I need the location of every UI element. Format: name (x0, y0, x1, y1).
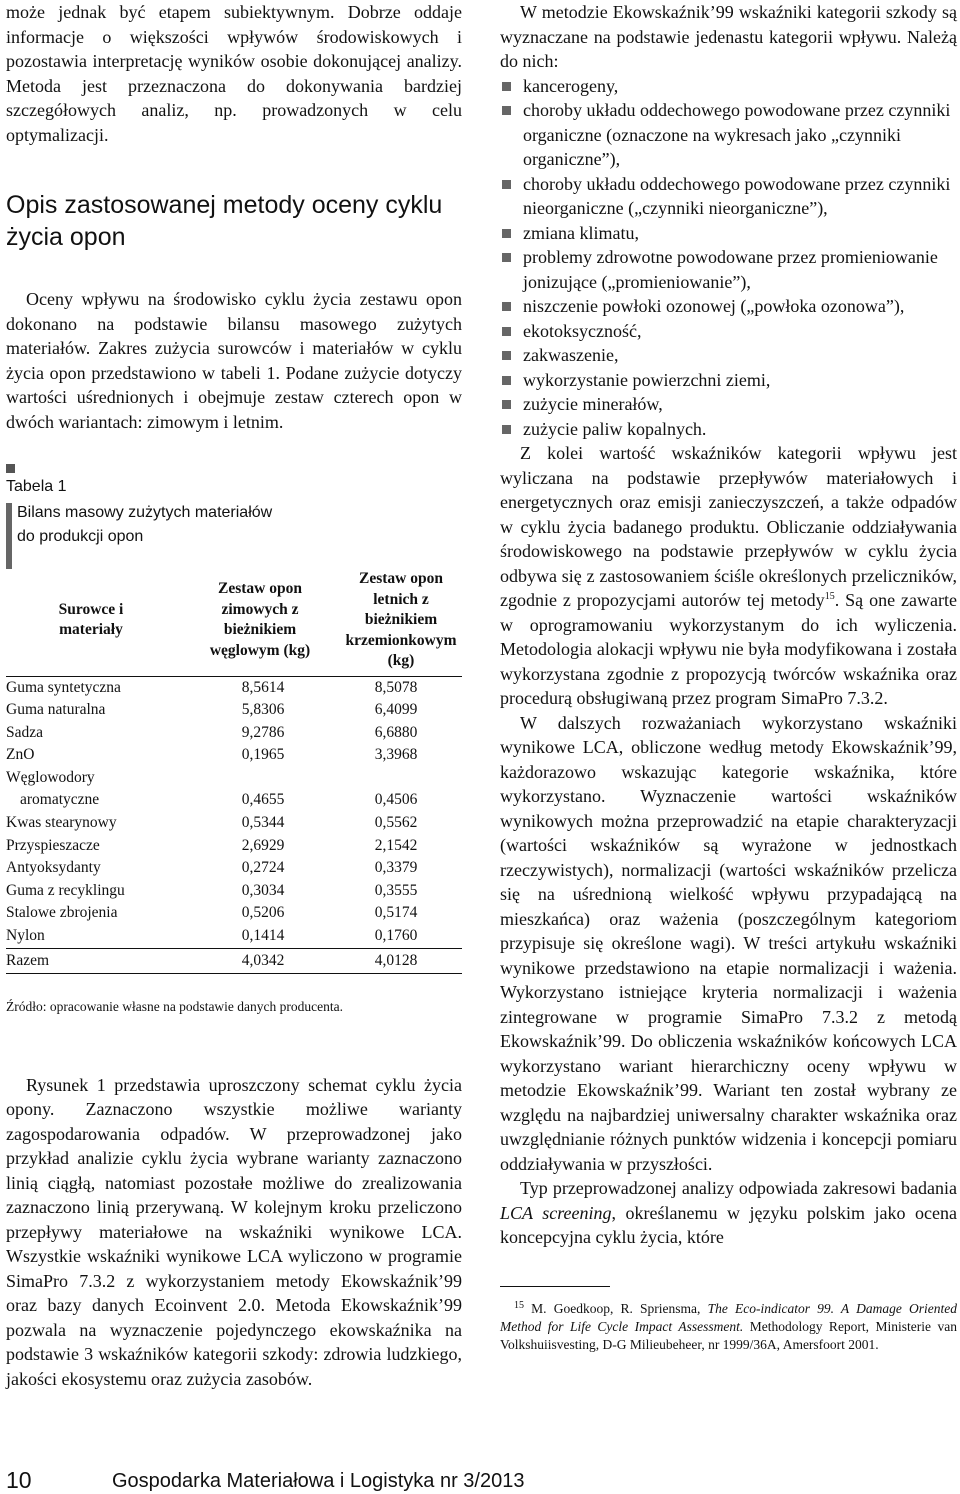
table-row (6, 677, 462, 700)
header-summer (320, 569, 462, 676)
cell-total-winter: 4,0342 (176, 948, 320, 973)
cell-winter: 9,2786 (241, 723, 285, 741)
cell-material: Węglowodory (6, 768, 95, 786)
table-row (6, 835, 462, 858)
cell-winter: 0,1414 (241, 927, 285, 945)
footnote-divider (500, 1286, 610, 1287)
table-title-line-2: do produkcji opon (17, 528, 144, 545)
cell-winter: 0,4655 (241, 791, 285, 809)
paragraph-screening-emphasis: LCA screening (500, 1202, 612, 1223)
cell-summer (320, 767, 462, 790)
paragraph-method: Oceny wpływu na środowisko cyklu życia zestawu opon dokonano na podstawie bilansu masowego zużytych materiałów. Zakres zużycia surowców i materiałów w cyklu życia opon przedstawiono w tabeli 1. Podane zużycie dotyczy wartości uśrednionych i obejmuje zestaw czterech opon w dwóch wariantach: zimowym i letnim. (6, 289, 462, 432)
section-heading: Opis zastosowanej metody oceny cyklu życia opon (6, 191, 443, 251)
cell-material: Sadza (6, 723, 44, 741)
header-materials-text: Surowce i materiały (58, 600, 124, 639)
cell-summer: 8,5078 (374, 678, 418, 696)
table-title-line-1: Bilans masowy zużytych materiałów (17, 504, 273, 521)
paragraph-values-part-b: . Są one zawarte w oprogramowaniu wykorzystanym do ich wyliczenia. Metodologia alokacji wpływu nie była modyfikowana i została wykorzystana zgodnie z propozycją twórców wskaźnika oraz procedurą obsługiwaną przez program SimaPro 7.3.2. (500, 590, 957, 708)
table-body (6, 677, 462, 974)
paragraph-results: W dalszych rozważaniach wykorzystano wskaźniki wynikowe LCA, obliczone według metody Ekowskaźnik’99, każdorazowo wskazując kategorie wskaźnika, które wykorzystano. Wyznaczenie wartości wskaźników wynikowych można przeprowadzić na etapie charakteryzacji (wartości wskaźników są wyrażone w jednostkach rzeczywistych), normalizacji (wartości wskaźników przelicza się na uśrednioną wielkość wpływu przypadającą na mieszkańca) oraz ważenia (poszczególnym kategoriom przypisuje się określone wagi). W treści artykułu wskaźniki wynikowe przedstawiono na etapie normalizacji i ważenia. Wykorzystano istniejące kryteria normalizacji i ważenia zintegrowane w programie SimaPro 7.3.2 z metodą Ekowskaźnik’99. Do obliczenia wskaźników końcowych LCA wykorzystano wariant hierarchiczny oceny wpływu w metodzie Ekowskaźnik’99. Wariant ten został wybrany ze względu na najbardziej uniwersalny charakter wskaźnika oraz uwzględnianie różnych punktów widzenia i koncepcji pomiaru oddziaływania w przyszłości. (500, 712, 957, 1174)
footnote-authors: M. Goedkoop, R. Spriensma, (524, 1301, 708, 1316)
header-winter-text: Zestaw opon zimowych z bieżnikiem węglowym (kg) (209, 580, 311, 659)
paragraph-categories-intro: W metodzie Ekowskaźnik’99 wskaźniki kategorii szkody są wyznaczane na podstawie jedenastu kategorii wpływu. Należą do nich: (500, 2, 957, 71)
cell-winter: 8,5614 (241, 678, 285, 696)
cell-total-summer: 4,0128 (320, 948, 462, 973)
paragraph-figure: Rysunek 1 przedstawia uproszczony schemat cyklu życia opony. Zaznaczono wszystkie możliwe warianty zagospodarowania odpadów. W przeprowadzonej jako przykład analizie cyklu życia wybrane warianty zaznaczono linią ciągłą, natomiast pozostałe możliwe do zrealizowania zaznaczono linią przerywaną. W kolejnym kroku przeliczono przepływy materiałowe na wskaźniki wynikowe LCA. Wszystkie wskaźniki wynikowe LCA wyliczono w programie SimaPro 7.3.2 z wykorzystaniem metody Ekowskaźnik’99 oraz bazy danych Ecoinvent 2.0. Metoda Ekowskaźnik’99 pozwala na wyznaczenie pojedynczego ekowskaźnika na podstawie 3 wskaźników kategorii szkody: zdrowia ludzkiego, jakości ekosystemu oraz zużycia zasobów. (6, 1074, 462, 1389)
cell-winter: 0,3034 (241, 881, 285, 899)
paragraph-values-part-a: Z kolei wartość wskaźników kategorii wpływu jest wyliczana na podstawie przepływów materiałowych i energetycznych oraz emisji zanieczyszczeń, a także odpadów w cyklu życia badanego produktu. Obliczanie oddziaływania środowiskowego na podstawie przepływów w cyklu życia odbywa się z zastosowaniem ściśle określonych przeliczników, zgodnie z propozycjami autorów tej metody (500, 443, 957, 610)
table-label: Tabela 1 (6, 478, 67, 495)
list-item: choroby układu oddechowego powodowane przez czynniki nieorganiczne („czynniki nieorganiczne”), (500, 172, 957, 221)
table-row (6, 880, 462, 903)
cell-summer: 0,3555 (374, 881, 418, 899)
footnote-ref[interactable]: 15 (824, 591, 835, 602)
footnote-number: 15 (514, 1299, 524, 1311)
cell-material: ZnO (6, 746, 35, 764)
cell-winter: 0,2724 (241, 859, 285, 877)
impact-categories-list (500, 74, 957, 442)
table-caption (6, 464, 462, 549)
table-row (6, 699, 462, 722)
cell-material: Guma naturalna (6, 701, 106, 719)
left-column (6, 0, 462, 1391)
cell-summer: 0,4506 (374, 791, 418, 809)
table-title-bar (6, 503, 12, 569)
cell-summer: 0,3379 (374, 859, 418, 877)
footnote (500, 1300, 957, 1354)
cell-summer: 6,6880 (374, 723, 418, 741)
list-item: zakwaszenie, (500, 343, 957, 368)
paragraph-values (500, 441, 957, 711)
list-item: problemy zdrowotne powodowane przez promieniowanie jonizujące („promieniowanie”), (500, 245, 957, 294)
footnote-title: The Eco-indicator 99. A Damage Oriented Method for Life Cycle Impact Assessment. (500, 1301, 957, 1334)
table-row (6, 857, 462, 880)
cell-material: Stalowe zbrojenia (6, 904, 118, 922)
header-materials (6, 569, 176, 676)
cell-material: Antyoksydanty (6, 859, 101, 877)
table-row (6, 925, 462, 948)
list-item: zużycie paliw kopalnych. (500, 417, 957, 442)
cell-winter (176, 767, 320, 790)
table-row (6, 789, 462, 812)
paragraph-screening-part-b: , określanemu w języku polskim jako ocena koncepcyjna cyklu życia, które (500, 1202, 957, 1247)
cell-material: aromatyczne (20, 791, 100, 809)
paragraph-screening (500, 1176, 957, 1250)
cell-material: Przyspieszacze (6, 836, 100, 854)
paragraph-screening-part-a: Typ przeprowadzonej analizy odpowiada zakresowi badania (520, 1178, 957, 1198)
cell-winter: 2,6929 (241, 836, 285, 854)
cell-total-label: Razem (6, 948, 176, 973)
table-row (6, 722, 462, 745)
table-title-block (6, 501, 462, 549)
cell-winter: 0,1965 (241, 746, 285, 764)
table-total-row (6, 948, 462, 973)
list-item: kancerogeny, (500, 74, 957, 99)
cell-winter: 0,5344 (241, 814, 285, 832)
paragraph-intro: może jednak być etapem subiektywnym. Dobrze oddaje informacje o większości wpływów środowiskowych i pozostawia interpretację wyników osobie dokonującej analizy. Metoda jest przeznaczona do dokonywania bardziej szczegółowych analiz, np. prowadzonych w celu optymalizacji. (6, 2, 462, 145)
cell-summer: 6,4099 (374, 701, 418, 719)
cell-winter: 5,8306 (241, 701, 285, 719)
cell-material: Nylon (6, 927, 45, 945)
header-winter (176, 569, 320, 676)
cell-summer: 3,3968 (374, 746, 418, 764)
list-item: zmiana klimatu, (500, 221, 957, 246)
table-row (6, 902, 462, 925)
footnote-details: Methodology Report, Ministerie van Volkshuiisvesting, D-G Milieubeheer, nr 1999/36A, Amersfoort 2001. (500, 1319, 957, 1352)
cell-winter: 0,5206 (241, 904, 285, 922)
cell-summer: 0,1760 (374, 927, 418, 945)
cell-material: Guma z recyklingu (6, 881, 125, 899)
cell-summer: 0,5174 (374, 904, 418, 922)
cell-material: Guma syntetyczna (6, 678, 121, 696)
table-marker-icon (6, 464, 15, 473)
table-row (6, 767, 462, 790)
table-source: Źródło: opracowanie własne na podstawie danych producenta. (6, 998, 344, 1014)
table-row (6, 812, 462, 835)
cell-material: Kwas stearynowy (6, 814, 117, 832)
header-summer-text: Zestaw opon letnich z bieżnikiem krzemionkowym (kg) (345, 570, 457, 669)
journal-title: Gospodarka Materiałowa i Logistyka nr 3/2013 (112, 1470, 525, 1492)
list-item: choroby układu oddechowego powodowane przez czynniki organiczne (oznaczone na wykresach jako „czynniki organiczne”), (500, 98, 957, 172)
list-item: niszczenie powłoki ozonowej („powłoka ozonowa”), (500, 294, 957, 319)
right-column (500, 0, 957, 1368)
table-header-row (6, 569, 462, 676)
cell-summer: 0,5562 (374, 814, 418, 832)
list-item: ekotoksyczność, (500, 319, 957, 344)
page-number: 10 (6, 1467, 32, 1493)
list-item: zużycie minerałów, (500, 392, 957, 417)
list-item: wykorzystanie powierzchni ziemi, (500, 368, 957, 393)
table-row (6, 744, 462, 767)
cell-summer: 2,1542 (374, 836, 418, 854)
materials-table (6, 569, 462, 974)
